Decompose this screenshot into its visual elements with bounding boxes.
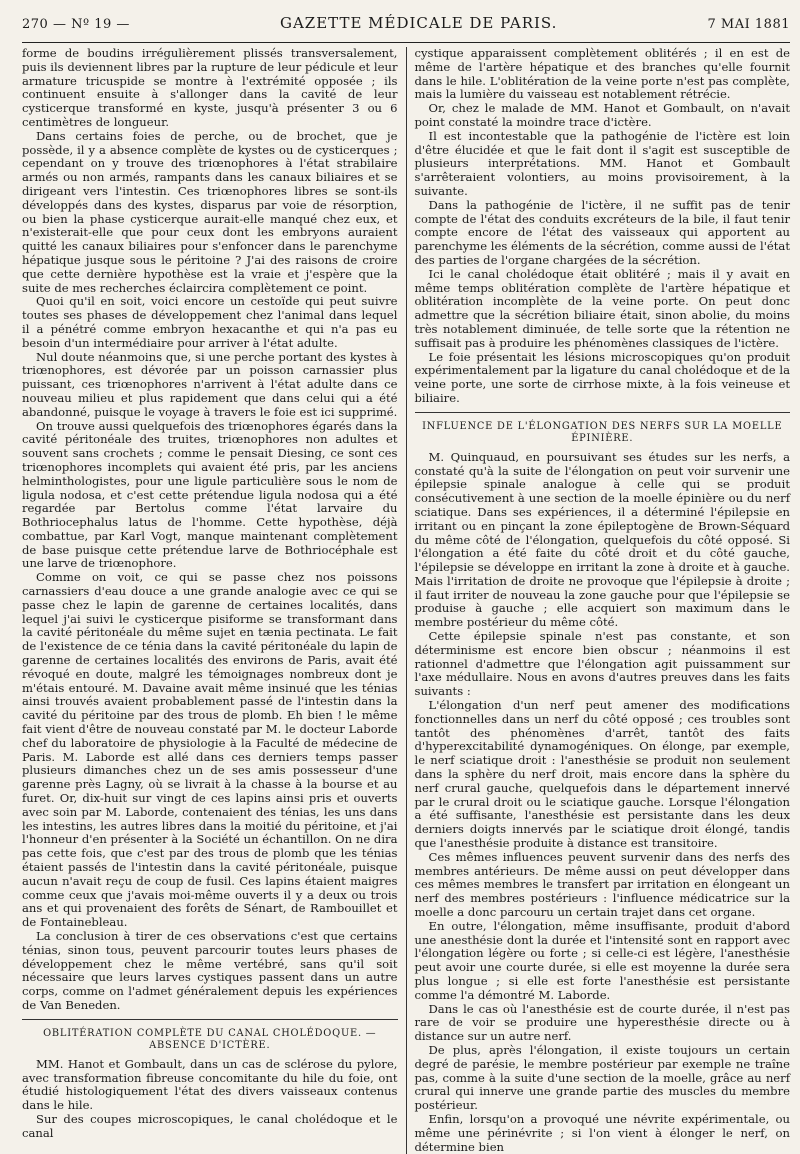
paragraph: Dans le cas où l'anesthésie est de courte durée, il n'est pas rare de voir se produire une hyperesthésie directe ou à distance sur un autre nerf.	[414, 1001, 790, 1044]
paragraph: On trouve aussi quelquefois des triœnophores égarés dans la cavité péritonéale des truites, triœnophores non adultes et souvent sans crochets ; comme le pensait Diesing, ce sont ces triœnophores incomplets qui avaient été pris, par les anciens helminthologistes, pour une ligule particulière sous le nom de ligula nodosa, et c'est cette prétendue ligula nodosa qui a été regardée par Bertolus comme l'état larvaire du Bothriocephalus latus de l'homme. Cette hypothèse, déjà combattue, par Karl Vogt, manque maintenant complètement de base puisque cette prétendue larve de Bothriocéphale est une larve de triœnophore.	[22, 418, 398, 571]
paragraph: Ici le canal cholédoque était oblitéré ; mais il y avait en même temps oblitération complète de l'artère hépatique et oblitération incomplète de la veine porte. On peut donc admettre que la sécrétion biliaire était, sinon abolie, du moins très notablement diminuée, de telle sorte que la rétention ne suffisait pas à produire les phénomènes classiques de l'ictère.	[414, 266, 790, 350]
section-separator	[415, 412, 791, 413]
paragraph: Or, chez le malade de MM. Hanot et Gombault, on n'avait point constaté la moindre trace d'ictère.	[414, 101, 790, 129]
paragraph: L'élongation d'un nerf peut amener des modifications fonctionnelles dans un nerf du côté opposé ; ces troubles sont tantôt des phénomènes d'arrêt, tantôt des faits d'hyperexcitabilité dynamogéniques. On élonge, par exemple, le nerf sciatique droit : l'anesthésie se produit non seulement dans la sphère du nerf droit, mais encore dans la sphère du nerf crural gauche, quelquefois dans le département innervé par le crural droit ou le sciatique gauche. Lorsque l'élongation a été suffisante, l'anesthésie est persistante dans les deux derniers doigts innervés par le sciatique droit élongé, tandis que l'anesthésie produite à distance est transitoire.	[414, 698, 790, 851]
section-title: OBLITÉRATION COMPLÈTE DU CANAL CHOLÉDOQUE. — ABSENCE D'ICTÈRE.	[43, 1027, 377, 1051]
journal-title: GAZETTE MÉDICALE DE PARIS.	[279, 14, 558, 32]
paragraph: Dans certains foies de perche, ou de brochet, que je possède, il y a absence complète de kystes ou de cysticerques ; cependant on y trouve des triœnophores à l'état strabilaire armés ou non armés, rampants dans les canaux biliaires et se dirigeant vers l'intestin. Ces triœnophores libres se sont-ils développés dans des kystes, disparus par voie de résorption, ou bien la phase cysticerque aurait-elle manqué chez eux, et n'existerait-elle que pour ceux dont les embryons auraient quitté les canaux biliaires pour s'enfoncer dans le parenchyme hépatique jusque sous le péritoine ? J'ai des raisons de croire que cette dernière hypothèse est la vraie et j'espère que la suite de mes recherches éclaircira complètement ce point.	[22, 128, 398, 295]
paragraph: Il est incontestable que la pathogénie de l'ictère est loin d'être élucidée et que le fait dont il s'agit est susceptible de plusieurs interprétations. MM. Hanot et Gombault s'arrêteraient volontiers, au moins provisoirement, à la suivante.	[414, 128, 790, 198]
page-number: 270 — Nº 19 —	[22, 17, 130, 32]
section-separator	[22, 1019, 398, 1020]
paragraph: MM. Hanot et Gombault, dans un cas de sclérose du pylore, avec transformation fibreuse concomitante du hile du foie, ont étudié histologiquement l'état des divers vaisseaux contenus dans le hile.	[22, 1056, 398, 1113]
issue-date: 7 MAI 1881	[707, 17, 790, 32]
paragraph: forme de boudins irrégulièrement plissés transversalement, puis ils deviennent libres par la rupture de leur pédicule et leur armature tricuspide se montre à l'extrémité opposée ; ils continuent ensuite à s'allonger dans la cavité de leur cysticerque transformé en kyste, jusqu'à présenter 3 ou 6 centimètres de longueur.	[22, 46, 398, 129]
paragraph: Quoi qu'il en soit, voici encore un cestoïde qui peut suivre toutes ses phases de développement chez l'animal dans lequel il a pénétré comme embryon hexacanthe et qui n'a pas eu besoin d'un intermédiaire pour arriver à l'état adulte.	[22, 294, 398, 350]
left-column	[22, 47, 406, 1154]
paragraph: Ces mêmes influences peuvent survenir dans des nerfs des membres antérieurs. De même aussi on peut développer dans ces mêmes membres le transfert par irritation en élongeant un nerf des membres postérieurs : l'influence médicatrice sur la moelle a donc parcouru un certain trajet dans cet organe.	[414, 849, 790, 920]
paragraph: En outre, l'élongation, même insuffisante, produit d'abord une anesthésie dont la durée et l'intensité sont en rapport avec l'élongation légère ou forte ; si celle-ci est légère, l'anesthésie peut avoir une courte durée, si elle est moyenne la durée sera plus longue ; si elle est forte l'anesthésie est persistante comme l'a démontré M. Laborde.	[414, 918, 790, 1002]
paragraph: Comme on voit, ce qui se passe chez nos poissons carnassiers d'eau douce a une grande analogie avec ce qui se passe chez le lapin de garenne de certaines localités, dans lequel j'ai suivi le cysticerque pisiforme se transformant dans la cavité péritonéale du même sujet en tænia pectinata. Le fait de l'existence de ce ténia dans la cavité péritonéale du lapin de garenne de certaines localités des environs de Paris, avait été révoqué en doute, malgré les témoignages nombreux dont je m'étais entouré. M. Davaine avait même insinué que les ténias ainsi trouvés avaient probablement passé de l'intestin dans la cavité du péritoine par des trous de plomb. Eh bien ! le même fait vient d'être de nouveau constaté par M. le docteur Laborde chef du laboratoire de physiologie à la Faculté de médecine de Paris. M. Laborde est allé dans ces derniers temps passer plusieurs dimanches chez un de ses amis possesseur d'une garenne près Lagny, où se livrait à la chasse à la bourse et au furet. Or, dix-huit sur vingt de ces lapins ainsi pris et ouverts avec soin par M. Laborde, contenaient des ténias, les uns dans les intestins, les autres libres dans la moitié du péritoine, et j'ai l'honneur d'en présenter à la Société un échantillon. On ne dira pas cette fois, que c'est par des trous de plomb que les ténias étaient passés de l'intestin dans la cavité péritonéale, puisque aucun n'avait reçu de coup de fusil. Ces lapins étaient maigres comme ceux que j'avais moi-même ouverts il y a deux ou trois ans et qui provenaient des forêts de Sénart, de Rambouillet et de Fontainebleau.	[22, 570, 398, 930]
paragraph: De plus, après l'élongation, il existe toujours un certain degré de parésie, le membre postérieur par exemple ne traîne pas, comme à la suite d'une section de la moelle, grâce au nerf crural qui innerve une grande partie des muscles du membre postérieur.	[414, 1042, 790, 1113]
paragraph: Le foie présentait les lésions microscopiques qu'on produit expérimentalement par la ligature du canal cholédoque et de la veine porte, une sorte de cirrhose mixte, à la fois veineuse et biliaire.	[414, 349, 790, 405]
header-rule	[22, 42, 790, 43]
paragraph: Nul doute néanmoins que, si une perche portant des kystes à triœnophores, est dévorée par un poisson carnassier plus puissant, ces triœnophores n'arrivent à l'état adulte dans ce nouveau milieu et plus rapidement que dans celui qui a été abandonné, puisque le voyage à travers le foie est ici supprimé.	[22, 349, 398, 419]
section-title: INFLUENCE DE L'ÉLONGATION DES NERFS SUR LA MOELLE ÉPINIÈRE.	[422, 420, 783, 444]
article-columns	[22, 47, 790, 1154]
paragraph: M. Quinquaud, en poursuivant ses études sur les nerfs, a constaté qu'à la suite de l'élongation on peut voir survenir une épilepsie spinale analogue à celle qui se produit consécutivement à une section de la moelle épinière ou du nerf sciatique. Dans ses expériences, il a déterminé l'épilepsie en irritant ou en pinçant la zone épileptogène de Brown-Séquard du même côté de l'élongation, quelquefois du côté opposé. Si l'élongation a été faite du côté droit et du côté gauche, l'épilepsie se développe en irritant la zone à droite et à gauche. Mais l'irritation de droite ne provoque que l'épilepsie à droite ; il faut irriter de nouveau la zone gauche pour que l'épilepsie se produise à gauche ; elle acquiert son maximum dans le membre postérieur du même côté.	[414, 449, 790, 630]
paragraph: La conclusion à tirer de ces observations c'est que certains ténias, sinon tous, peuvent parcourir toutes leurs phases de développement chez le même vertébré, sans qu'il soit nécessaire que leurs larves cystiques passent dans un autre corps, comme on l'admet généralement depuis les expériences de Van Beneden.	[22, 929, 398, 1012]
page-header	[22, 14, 790, 36]
right-column	[406, 47, 791, 1154]
paragraph: cystique apparaissent complètement oblitérés ; il en est de même de l'artère hépatique et des branches qu'elle fournit dans le hile. L'oblitération de la veine porte n'est pas complète, mais la lumière du vaisseau est notablement rétrécie.	[414, 46, 790, 102]
paragraph: Cette épilepsie spinale n'est pas constante, et son déterminisme est encore bien obscur ; néanmoins il est rationnel d'admettre que l'élongation agit puissamment sur l'axe médullaire. Nous en avons d'autres preuves dans les faits suivants :	[414, 629, 790, 699]
paragraph: Dans la pathogénie de l'ictère, il ne suffit pas de tenir compte de l'état des conduits excréteurs de la bile, il faut tenir compte encore de l'état des vaisseaux qui apportent au parenchyme les éléments de la sécrétion, comme aussi de l'état des parties de l'organe chargées de la sécrétion.	[414, 197, 790, 267]
paragraph: Sur des coupes microscopiques, le canal cholédoque et le canal	[22, 1111, 398, 1140]
paragraph: Enfin, lorsqu'on a provoqué une névrite expérimentale, ou même une périnévrite ; si l'on vient à élonger le nerf, on détermine bien	[414, 1111, 790, 1154]
